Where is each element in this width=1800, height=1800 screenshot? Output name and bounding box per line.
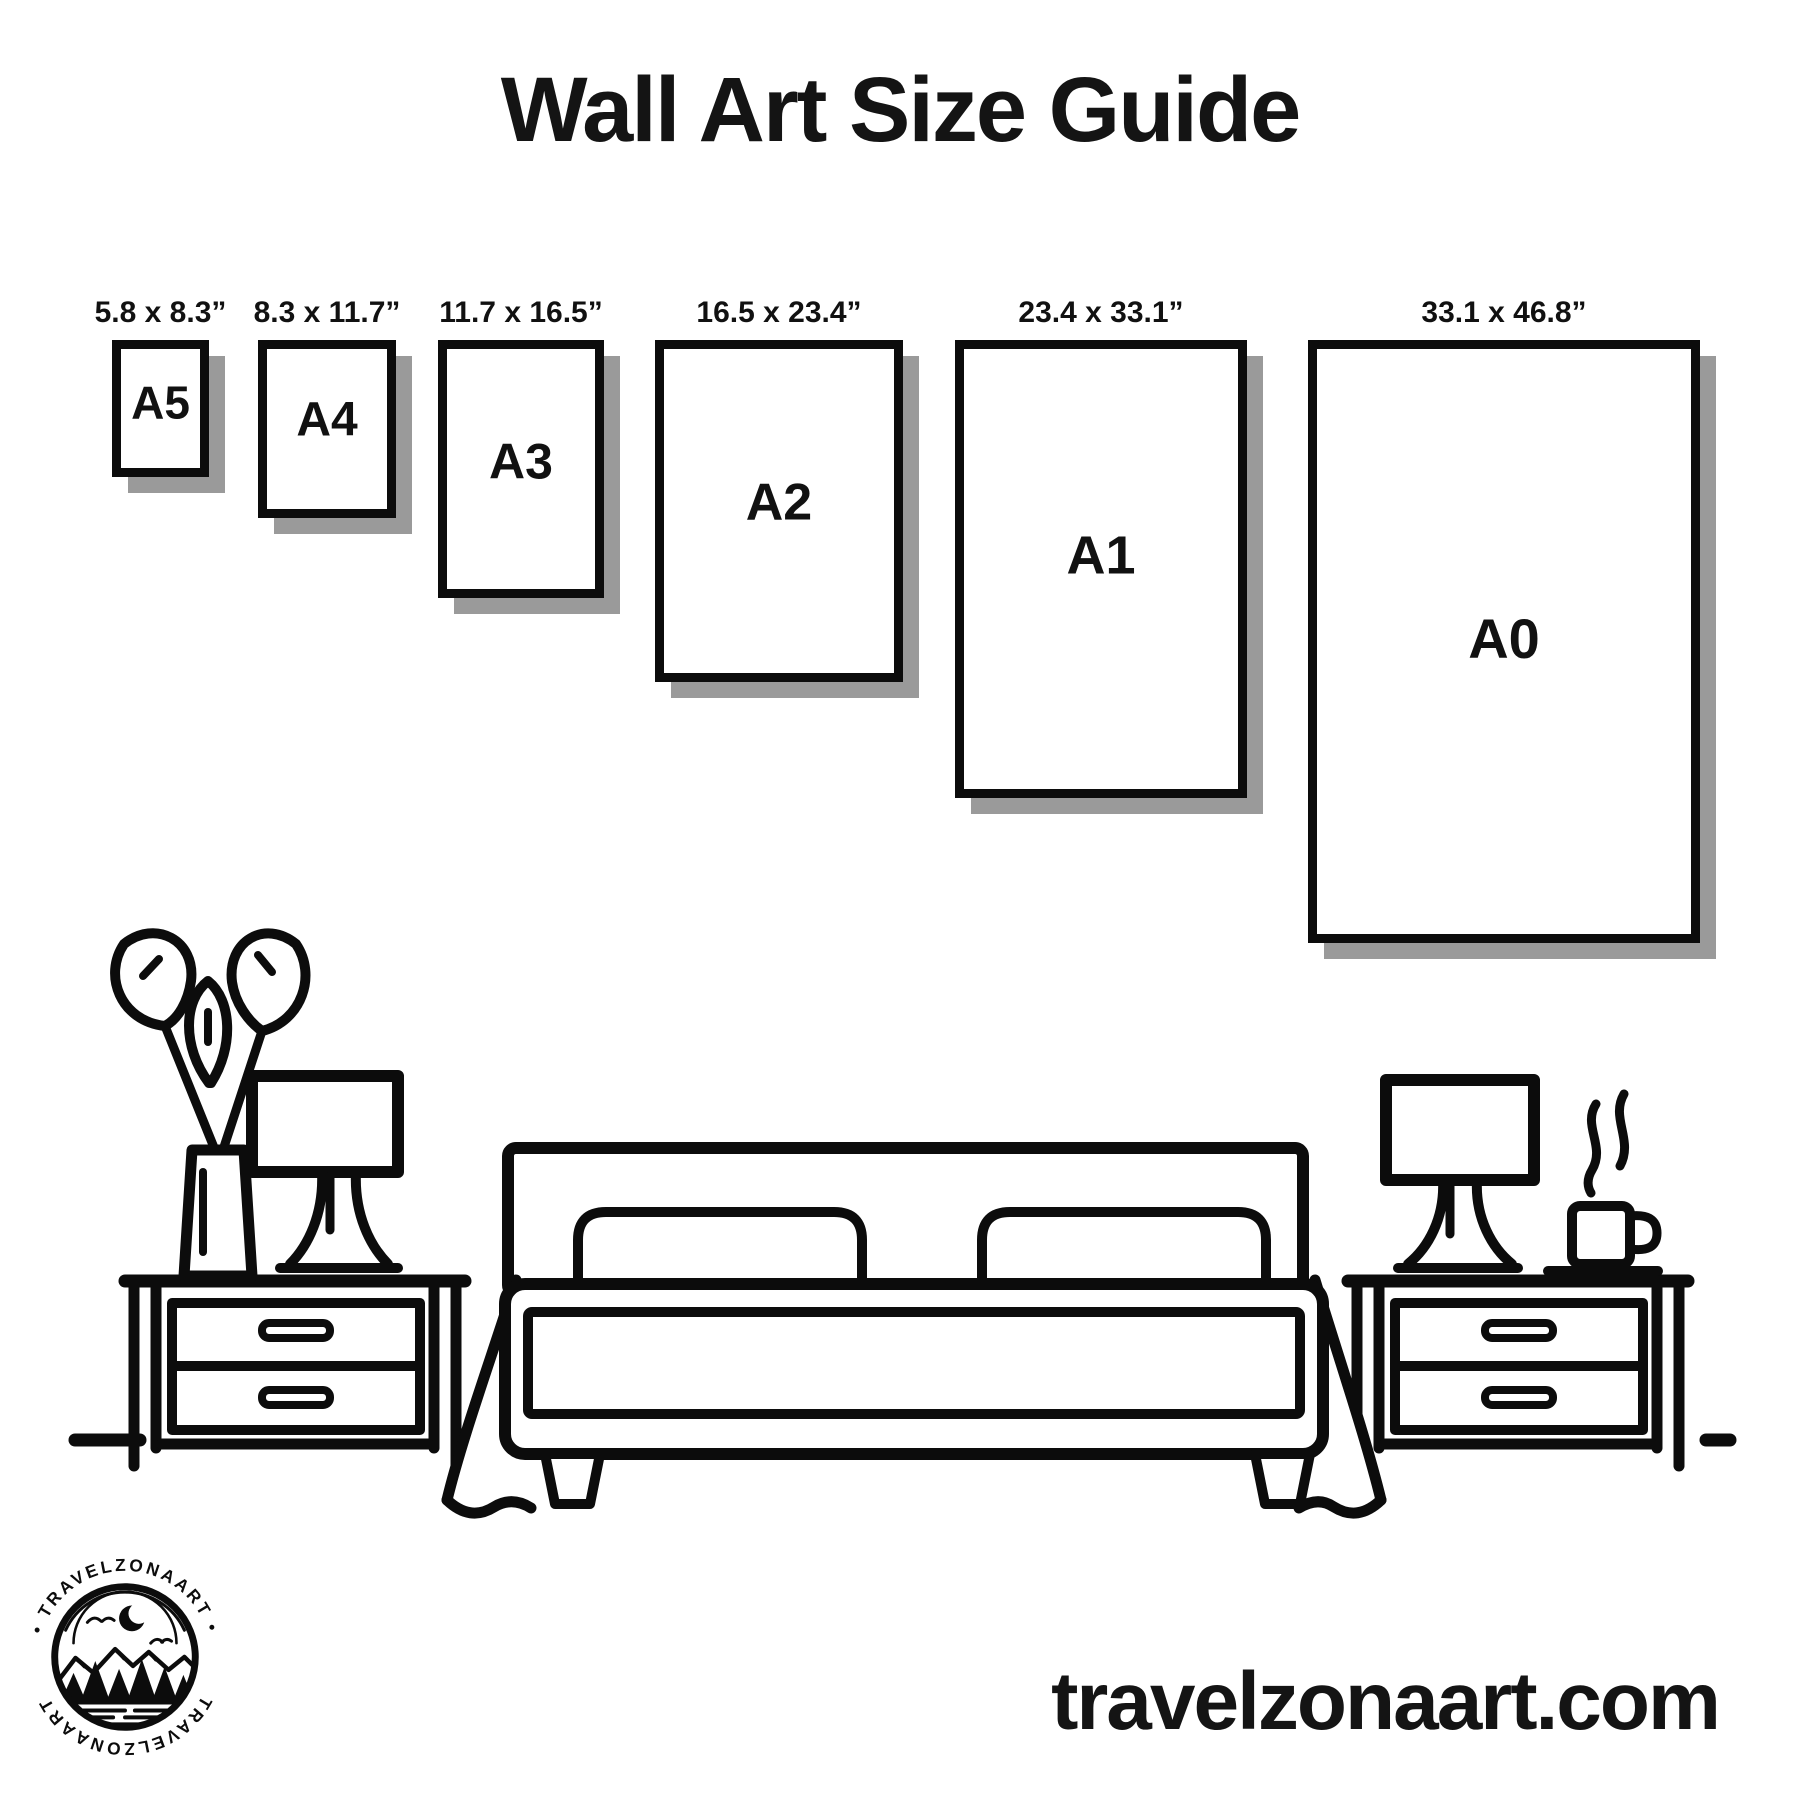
bed-icon: [447, 1148, 1381, 1513]
duvet: [528, 1312, 1300, 1414]
size-dimensions-a5: 5.8 x 8.3”: [94, 296, 227, 329]
website-url: travelzonaart.com: [1051, 1656, 1719, 1747]
size-dimensions-a2: 16.5 x 23.4”: [696, 296, 862, 329]
size-dimensions-a3: 11.7 x 16.5”: [439, 296, 603, 329]
size-dimensions-a1: 23.4 x 33.1”: [1018, 296, 1184, 329]
size-dimensions-a4: 8.3 x 11.7”: [253, 296, 401, 329]
logo-arc-top-text: • TRAVELZONAART •: [26, 1554, 224, 1636]
nightstand-right-icon: [1348, 1281, 1688, 1466]
size-letter-a0: A0: [1468, 606, 1540, 670]
brand-logo: [26, 1552, 224, 1762]
bed-leg-right: [1255, 1454, 1310, 1504]
size-letter-a1: A1: [1066, 525, 1136, 586]
brand-logo-badge: [26, 1552, 224, 1762]
size-letter-a3: A3: [489, 433, 553, 490]
coffee-mug-icon: [1548, 1094, 1658, 1271]
logo-arc-bottom-text: TRAVELZONAART: [33, 1693, 217, 1760]
page-title: Wall Art Size Guide: [500, 59, 1300, 161]
size-letter-a2: A2: [745, 472, 813, 531]
bed-leg-left: [545, 1454, 600, 1504]
size-letter-a5: A5: [131, 376, 190, 429]
nightstand-left-icon: [125, 1281, 465, 1466]
table-lamp-right-icon: [1386, 1080, 1534, 1268]
size-dimensions-a0: 33.1 x 46.8”: [1421, 296, 1587, 329]
table-lamp-left-icon: [252, 1076, 398, 1268]
size-letter-a4: A4: [296, 393, 358, 447]
